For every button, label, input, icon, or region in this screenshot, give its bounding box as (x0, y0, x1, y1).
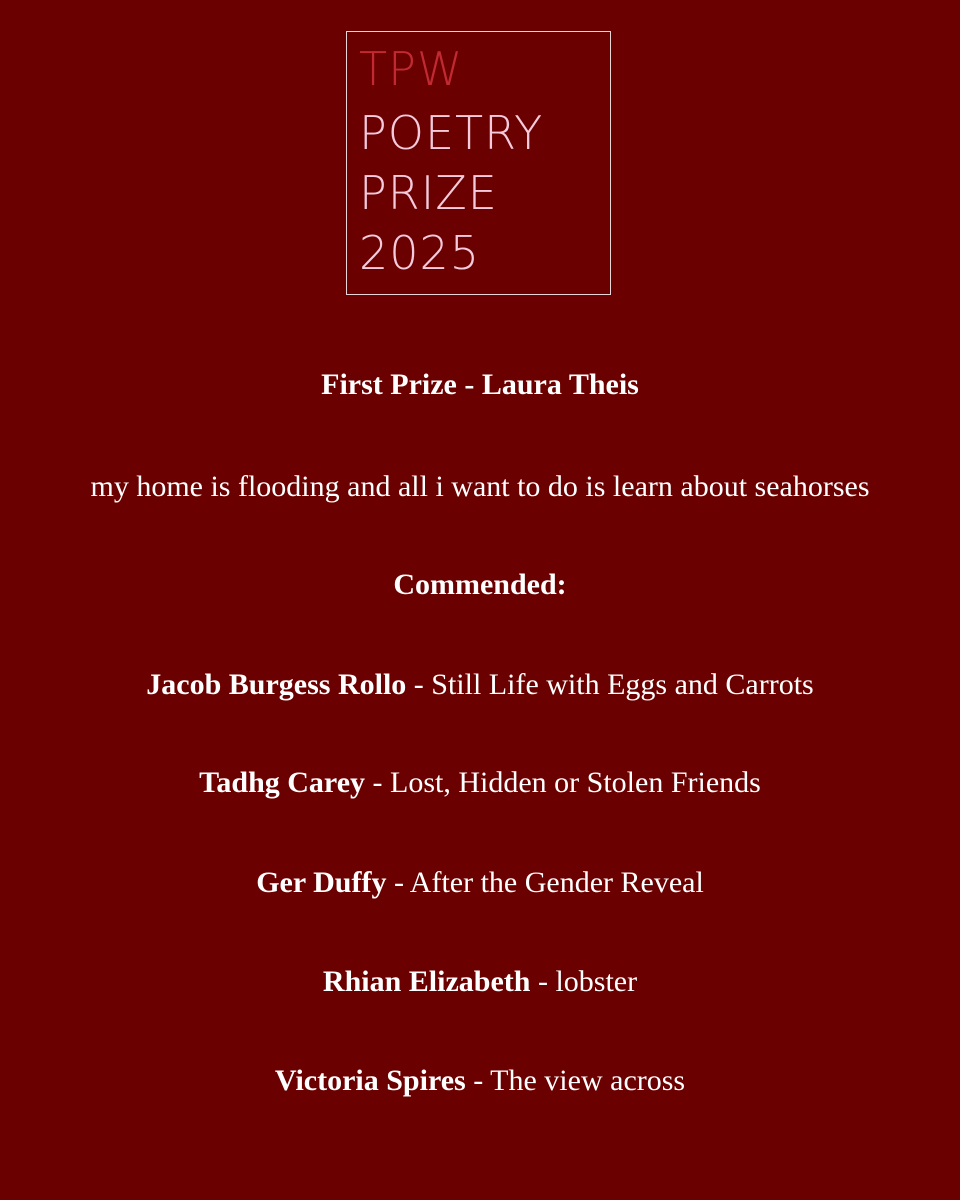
logo-prize-text: PRIZE (359, 166, 498, 220)
poem-title: - The view across (465, 1064, 686, 1097)
commended-entry (0, 967, 960, 997)
commended-entry (0, 768, 960, 798)
poem-title: - After the Gender Reveal (386, 866, 704, 899)
prize-logo (346, 31, 611, 295)
poem-title: - lobster (530, 965, 638, 998)
commended-entry (0, 1066, 960, 1096)
poem-title: - Still Life with Eggs and Carrots (406, 668, 814, 701)
poet-name: Tadhg Carey (199, 766, 366, 799)
logo-tpw-text: TPW (359, 42, 464, 96)
first-prize-label: First Prize - Laura Theis (321, 368, 639, 401)
logo-poetry-text: POETRY (359, 106, 544, 160)
poem-title: - Lost, Hidden or Stolen Friends (365, 766, 761, 799)
commended-entry (0, 868, 960, 898)
poet-name: Victoria Spires (274, 1064, 466, 1097)
first-prize-title: my home is flooding and all i want to do is learn about seahorses (90, 470, 870, 503)
poet-name: Rhian Elizabeth (322, 965, 531, 998)
poet-name: Jacob Burgess Rollo (146, 668, 407, 701)
commended-heading: Commended: (393, 568, 567, 601)
logo-year-text: 2025 (359, 226, 481, 280)
poet-name: Ger Duffy (256, 866, 387, 899)
commended-entry (0, 670, 960, 700)
